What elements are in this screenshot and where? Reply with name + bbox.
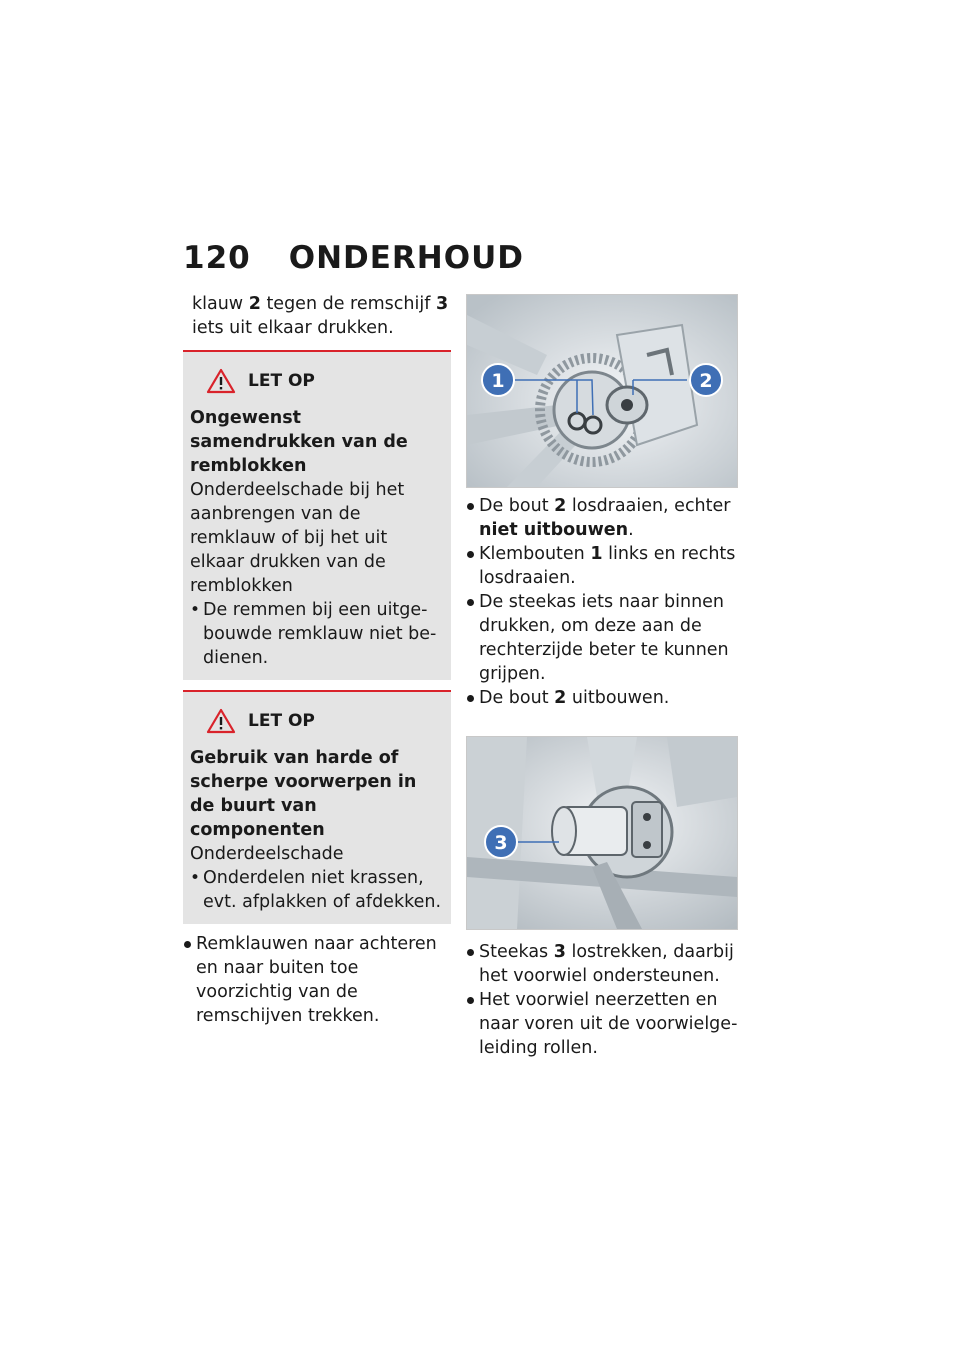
warning-bullet: • De remmen bij een uitgebouwde remklauw niet bedienen.	[190, 598, 445, 670]
figure-brake-caliper-bolts	[466, 294, 738, 488]
page-header	[183, 240, 524, 276]
warning-box	[183, 690, 451, 924]
page-title: ONDERHOUD	[288, 240, 524, 276]
warning-bullet: • Onderdelen niet krassen, evt. afplakken of afdekken.	[190, 866, 445, 914]
steps-list-1	[466, 494, 738, 710]
step-item: De bout 2 losdraaien, echter niet uitbouwen.	[466, 494, 738, 542]
callout-1-label: 1	[491, 370, 505, 392]
warning-header	[190, 708, 445, 734]
warning-label: LET OP	[248, 371, 315, 391]
step-item: Steekas 3 lostrekken, daarbij het voorwiel ondersteunen.	[466, 940, 738, 988]
axle-illustration	[467, 737, 737, 929]
step-item: Klembouten 1 links en rechts losdraaien.	[466, 542, 738, 590]
warning-header	[190, 368, 445, 394]
left-column	[183, 292, 451, 1028]
warning-box	[183, 350, 451, 680]
warning-title: Ongewenst samendrukken van de remblokken	[190, 408, 408, 476]
callout-2-label: 2	[699, 370, 713, 392]
callout-3-label: 3	[494, 832, 508, 854]
step-item: Het voorwiel neerzetten en naar voren uit de voorwielgeleiding rollen.	[466, 988, 738, 1060]
right-column	[466, 292, 738, 1060]
warning-text: Onderdeelschade	[190, 844, 344, 864]
intro-text: klauw 2 tegen de remschijf 3 iets uit elkaar drukken.	[192, 294, 449, 338]
step-item: De steekas iets naar binnen drukken, om deze aan de rechterzijde beter te kunnen grijpen.	[466, 590, 738, 686]
warning-title: Gebruik van harde of scherpe voorwerpen in de buurt van componenten	[190, 748, 417, 840]
page-number: 120	[183, 240, 251, 276]
wheel-hub-illustration	[467, 295, 737, 487]
figure-axle	[466, 736, 738, 930]
step-item: De bout 2 uitbouwen.	[466, 686, 738, 710]
step-item: Remklauwen naar achteren en naar buiten toe voorzichtig van de remschijven trekken.	[183, 932, 451, 1028]
steps-list-2	[466, 940, 738, 1060]
warning-triangle-icon	[206, 368, 236, 394]
warning-text: Onderdeelschade bij het aanbrengen van de remklauw of bij het uit elkaar drukken van de remblokken	[190, 480, 405, 596]
warning-label: LET OP	[248, 711, 315, 731]
warning-triangle-icon	[206, 708, 236, 734]
